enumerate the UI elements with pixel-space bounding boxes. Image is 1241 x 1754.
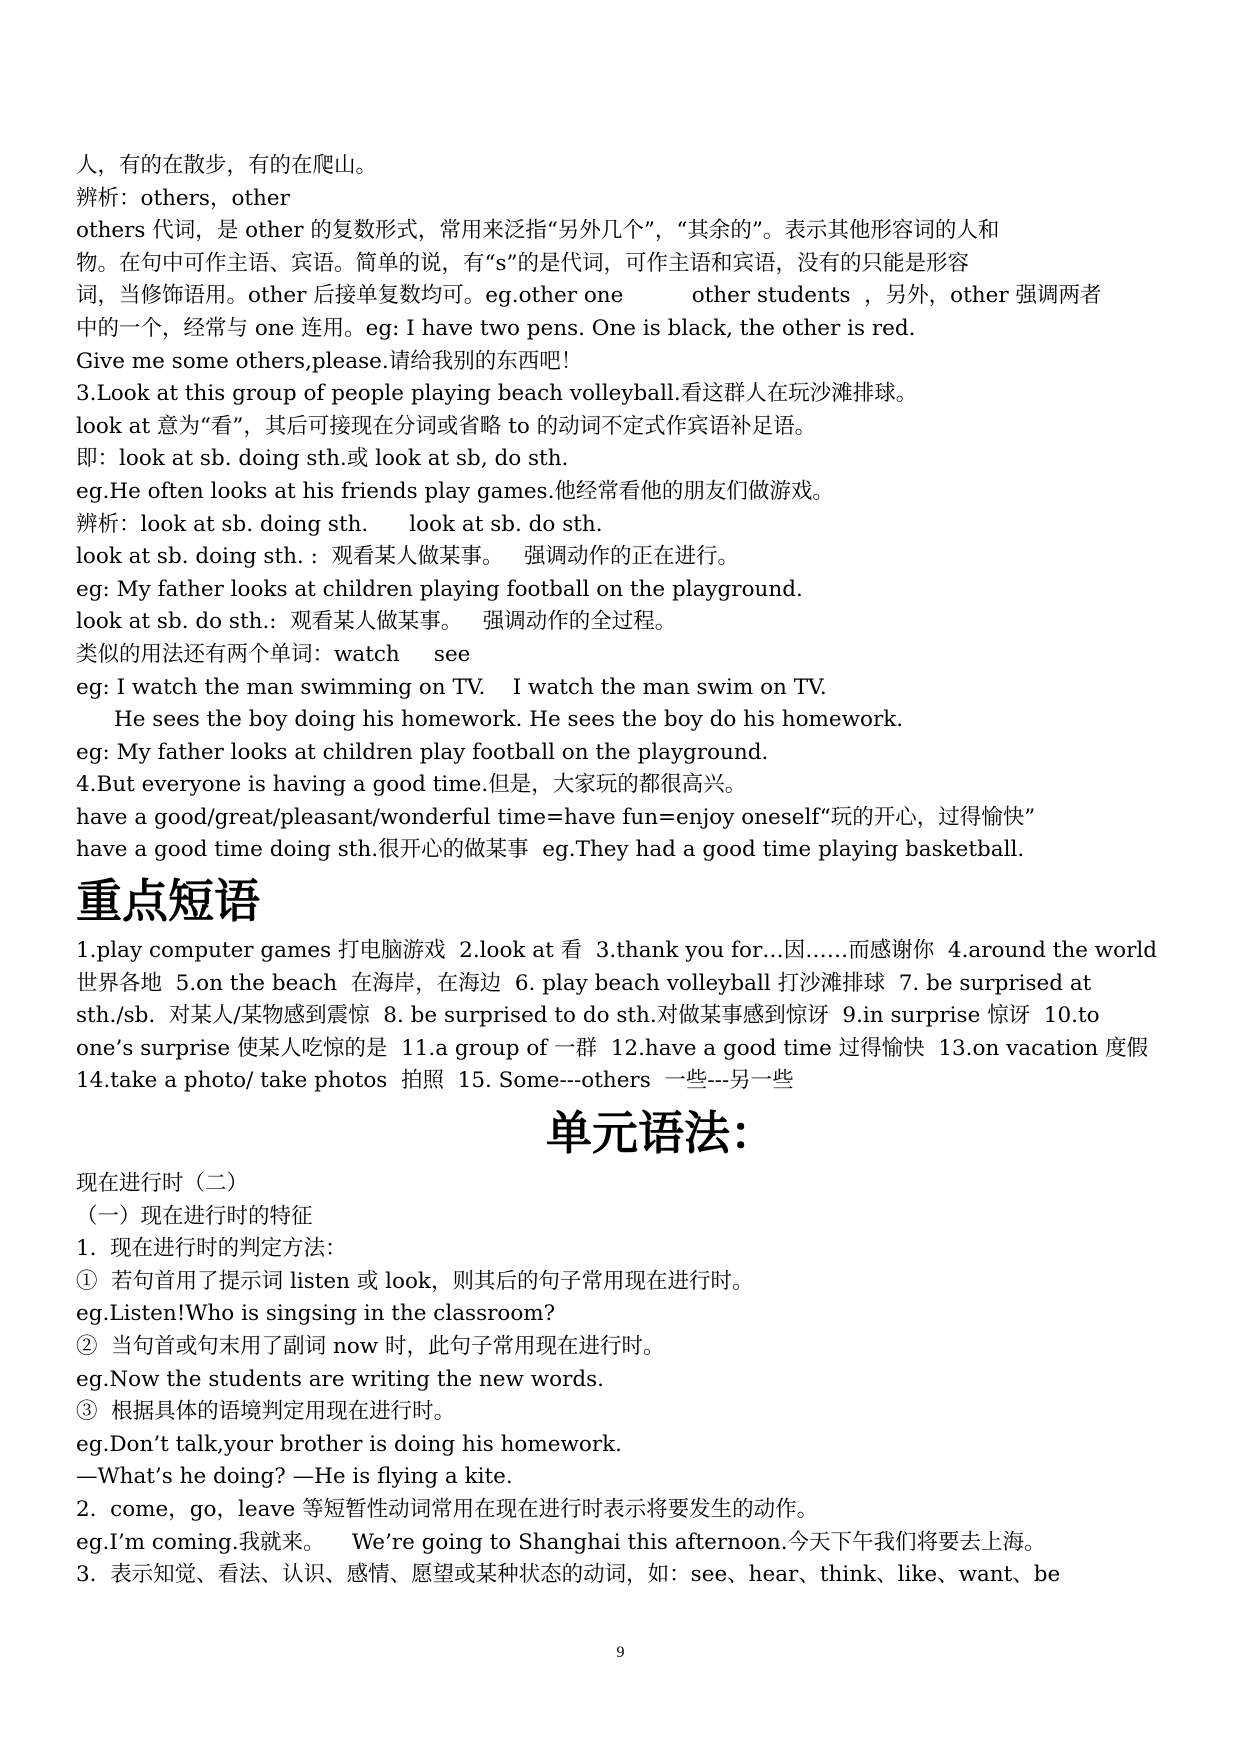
text-line: 类似的用法还有两个单词：watch see [76,641,471,667]
grammar-line: 2. come，go，leave 等短暂性动词常用在现在进行时表示将要发生的动作。 [76,1496,819,1522]
grammar-line: 1. 现在进行时的判定方法： [76,1236,347,1262]
grammar-line: eg.I’m coming.我就来。 We’re going to Shanghai this afternoon.今天下午我们将要去上海。 [76,1529,1046,1555]
text-line: 人，有的在散步，有的在爬山。 [76,153,378,178]
grammar-line: 3. 表示知觉、看法、认识、感情、愿望或某种状态的动词，如：see、hear、think、like、want、be [76,1562,1061,1588]
text-line: 辨析：others，other [76,185,290,211]
document-page [76,150,1166,1592]
text-line: 辨析：look at sb. doing sth. look at sb. do sth. [76,511,603,537]
page-number: 9 [616,1644,625,1661]
grammar-line: 现在进行时（二） [76,1171,249,1197]
grammar-line: eg.Don’t talk,your brother is doing his homework. [76,1431,622,1457]
text-line: 即：look at sb. doing sth.或 look at sb, do sth. [76,446,569,472]
unit-grammar-heading: 单元语法： [546,1106,776,1161]
text-line: 3.Look at this group of people playing beach volleyball.看这群人在玩沙滩排球。 [76,381,918,407]
text-line: look at sb. do sth.: 观看某人做某事。 强调动作的全过程。 [76,609,677,635]
text-line: 词，当修饰语用。other 后接单复数均可。eg.other one other students ，另外，other 强调两者 [76,283,1102,309]
text-line: eg: I watch the man swimming on TV. I watch the man swim on TV. [76,674,827,700]
grammar-line: ③ 根据具体的语境判定用现在进行时。 [76,1399,456,1425]
text-line: eg: My father looks at children playing football on the playground. [76,576,803,602]
text-line: look at sb. doing sth. : 观看某人做某事。 强调动作的正在进行。 [76,544,740,570]
grammar-line: ① 若句首用了提示词 listen 或 look，则其后的句子常用现在进行时。 [76,1268,754,1294]
text-line: 4.But everyone is having a good time.但是，大家玩的都很高兴。 [76,772,747,798]
text-line: have a good time doing sth.很开心的做某事 eg.They had a good time playing basketball. [76,837,1025,863]
grammar-line: eg.Listen!Who is singsing in the classroom? [76,1301,556,1327]
text-line: others 代词，是 other 的复数形式，常用来泛指“另外几个”，“其余的”。表示其他形容词的人和 [76,218,1000,244]
phrase-line: sth./sb. 对某人/某物感到震惊 8. be surprised to do sth.对做某事感到惊讶 9.in surprise 惊讶 10.to [76,1003,1100,1029]
text-line: 物。在句中可作主语、宾语。简单的说，有“s”的是代词，可作主语和宾语，没有的只能是形容 [76,250,970,276]
grammar-line: ② 当句首或句末用了副词 now 时，此句子常用现在进行时。 [76,1334,665,1359]
indented-example-line: He sees the boy doing his homework. He sees the boy do his homework. [114,707,904,733]
grammar-line: （一）现在进行时的特征 [76,1203,313,1229]
grammar-block [76,1168,1166,1592]
phrase-line: 世界各地 5.on the beach 在海岸，在海边 6. play beach volleyball 打沙滩排球 7. be surprised at [76,970,1092,996]
text-line: eg: My father looks at children play football on the playground. [76,739,769,765]
text-block-1 [76,150,1166,867]
grammar-line: eg.Now the students are writing the new words. [76,1366,604,1392]
text-line: look at 意为“看”，其后可接现在分词或省略 to 的动词不定式作宾语补足语。 [76,413,817,439]
phrase-line: 1.play computer games 打电脑游戏 2.look at 看 3.thank you for…因……而感谢你 4.around the world [76,938,1158,964]
key-phrases-heading: 重点短语 [76,874,260,929]
grammar-line: —What’s he doing? —He is flying a kite. [76,1464,513,1490]
phrases-block [76,935,1166,1098]
text-line: eg.He often looks at his friends play games.他经常看他的朋友们做游戏。 [76,478,834,504]
text-line: have a good/great/pleasant/wonderful time=have fun=enjoy oneself“玩的开心，过得愉快” [76,804,1036,830]
phrase-line: 14.take a photo/ take photos 拍照 15. Some---others 一些---另一些 [76,1068,794,1094]
text-line: 中的一个，经常与 one 连用。eg: I have two pens. One is black, the other is red. [76,315,916,341]
text-line: Give me some others,please.请给我别的东西吧！ [76,348,583,374]
phrase-line: one’s surprise 使某人吃惊的是 11.a group of 一群 12.have a good time 过得愉快 13.on vacation 度假 [76,1035,1149,1061]
